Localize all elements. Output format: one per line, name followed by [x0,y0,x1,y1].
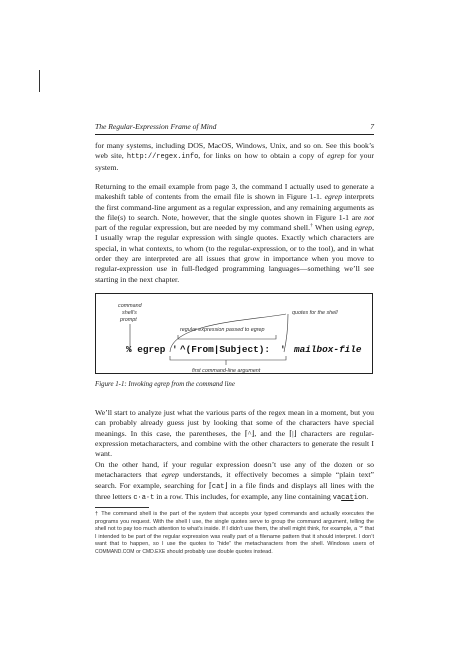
margin-change-bar [39,70,40,92]
paragraph-3 [95,408,374,459]
letters-c-a-t: c·a·t [133,493,155,502]
cmd-exe: CMD.EXE [142,548,166,555]
label-prompt: prompt [120,317,137,323]
egrep-term: egrep [327,151,345,161]
paragraph-2 [95,182,374,285]
footnote-marker: † [310,223,314,229]
footnote-text-a: The command shell is the part of the system that accepts your typed commands and actually executes the programs you request. With the shell I use, the single quotes serve to group the command argument, telling the shell not to pay too much attention to what’s inside. If I didn’t use them, the shell might think, for example, a ‘*’ that I intended to be part of the regular expression was really part of a filename pattern that it should interpret. I don’t want that to happen, so I use the quotes to “hide” the metacharacters from the shell. Windows users of [95,511,374,547]
vacation-match: cat [341,493,354,502]
label-first-arg: first command-line argument [192,368,261,374]
egrep-term: egrep [161,470,179,480]
p4-text-b: understands, it effectively becomes a simple “plain text” search. For example, searching for ⌈ [95,470,374,490]
p3-text-b: , and the [254,428,290,438]
regex-caret: ⌈^⌋ [244,428,255,438]
cmd-quote-open: ' [172,344,178,355]
emphasis-not: not [364,212,374,222]
footnote [95,511,374,556]
p1-text-b: , for links on how to obtain a copy of [198,151,328,161]
footnote-mark: † [95,511,99,517]
footnote-text-c: should probably use double quotes instead. [165,548,273,555]
regex-bracket [178,335,276,339]
p1-text-a: for many systems, including DOS, MacOS, Windows, Unix, and so on. See this book’s web site, [95,141,374,161]
running-header [95,122,374,135]
figure-caption: Figure 1-1: Invoking egrep from the command line [95,381,235,388]
label-command: command [118,303,142,309]
cmd-prompt: % egrep [126,344,166,355]
regex-cat: cat [211,482,225,491]
p2-text-a: Returning to the email example from page 3, the command I actually used to generate a makeshift table of contents from the email file is shown in Figure 1-1. [95,182,374,202]
p3-text-a: We’ll start to analyze just what the various parts of the regex mean in a moment, but you can probably already guess just by looking that some of the characters have special meanings. In this case, the parentheses, the [95,408,374,438]
command-com: COMMAND.COM [95,548,135,555]
p4-text-c: ⌋ in a file finds and displays all lines with the three letters [95,480,374,501]
label-regex-passed: regular expression passed to egrep [180,327,265,333]
p3-text-c: characters are regular-expression metacharacters, and combine with the other characters to generate the result I want. [95,428,374,459]
vacation-pre: va [332,493,342,502]
website-url: http://regex.info [126,153,199,162]
footnote-rule [95,507,149,508]
p2-text-e: , I usually wrap the regular expression with single quotes. Exactly which characters are special, in what contexts, to whom (to the regular-expression, or to the tool), and in what order they are interpreted are all issues that grow in importance when you move to regular-expression use in full-fledged programming languages—something we’ll see starting in the next chapter. [95,223,374,284]
paragraph-1 [95,141,374,173]
page-number: 7 [370,122,374,131]
p2-text-c: part of the regular expression, but are needed by my command shell. [95,223,311,233]
regex-bar: ⌈|⌋ [289,428,297,438]
footnote-text-b: or [134,548,143,555]
vacation-post: ion [353,493,367,502]
p4-text-a: On the other hand, if your regular expression doesn’t use any of the dozen or so metacharacters that [95,460,374,480]
egrep-term: egrep [354,223,373,233]
figure-1-1 [95,293,373,374]
cmd-regex: ^(From|Subject): [180,344,271,355]
cmd-file: mailbox-file [294,344,362,355]
p4-text-e: . [366,491,369,501]
p4-text-d: in a row. This includes, for example, any line containing [154,491,333,501]
first-arg-bracket [170,356,286,360]
p2-text-d: When using [313,223,355,233]
paragraph-4 [95,460,374,503]
cmd-quote-close: ' [280,344,286,355]
running-header-title: The Regular-Expression Frame of Mind [95,122,217,131]
label-shells: shell's [122,310,137,316]
p2-text-b: interprets the first command-line argument as a regular expression, and any remaining arguments as the file(s) to search. Note, however, that the single quotes shown in Figure 1-1 are [95,192,374,222]
p1-text-c: for your system. [95,151,374,172]
egrep-term: egrep [324,192,342,202]
label-quotes-for-shell: quotes for the shell [292,310,338,316]
command-diagram [96,294,374,375]
